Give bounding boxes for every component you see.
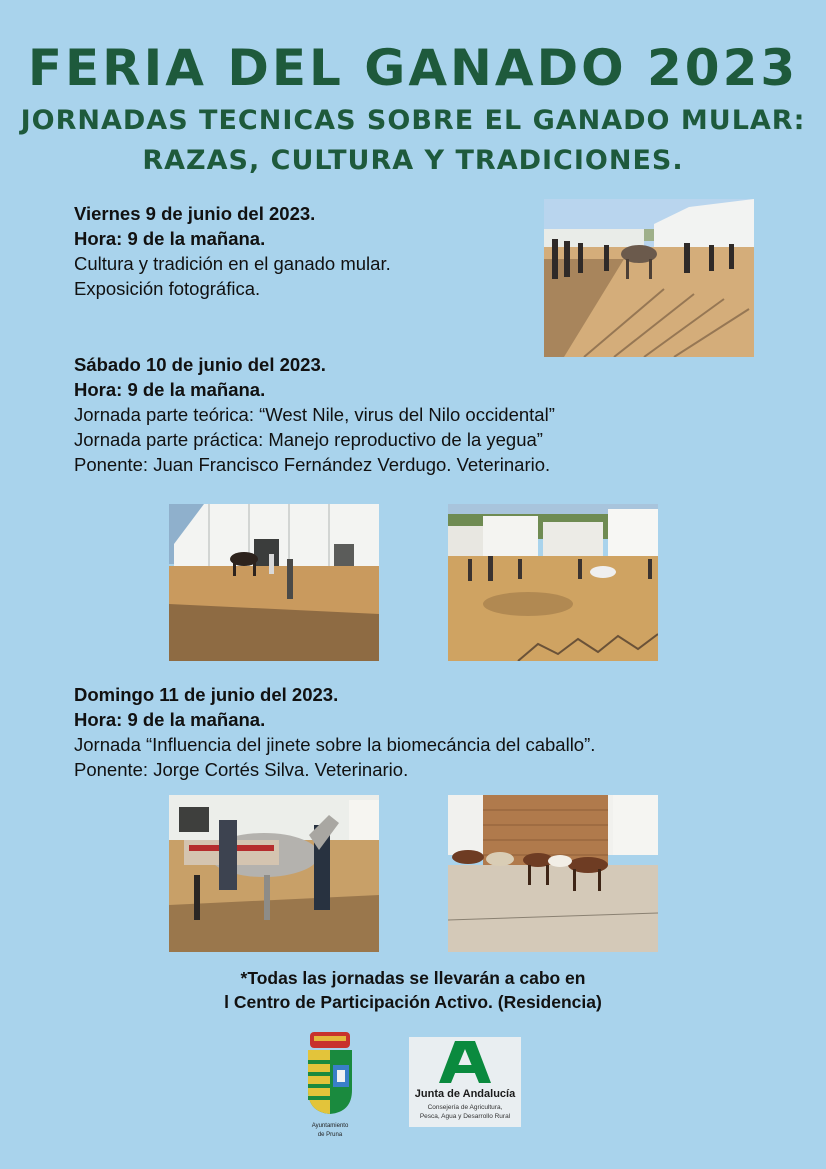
pruna-caption-2: de Pruna bbox=[317, 1132, 343, 1138]
sunday-section bbox=[74, 682, 595, 782]
friday-section bbox=[74, 201, 391, 301]
friday-line-2: Exposición fotográfica. bbox=[74, 278, 261, 299]
poster-title: FERIA DEL GANADO 2023 bbox=[27, 39, 799, 97]
pruna-caption-1: Ayuntamiento bbox=[311, 1123, 349, 1129]
photo-horses-feeding bbox=[448, 795, 658, 952]
pruna-coat-of-arms-icon bbox=[300, 1030, 360, 1116]
photo-tent-mules bbox=[169, 504, 379, 661]
photo-horse-handlers bbox=[169, 795, 379, 952]
friday-line-1: Cultura y tradición en el ganado mular. bbox=[74, 253, 391, 274]
friday-date: Viernes 9 de junio del 2023. bbox=[74, 203, 316, 224]
sunday-time: Hora: 9 de la mañana. bbox=[74, 709, 266, 730]
photo-fairground-crowd bbox=[544, 199, 754, 357]
subtitle-line-1: JORNADAS TECNICAS SOBRE EL GANADO MULAR: bbox=[20, 105, 806, 136]
sunday-line-1: Jornada “Influencia del jinete sobre la biomecáncia del caballo”. bbox=[74, 734, 596, 755]
pruna-logo bbox=[300, 1030, 360, 1139]
venue-note-line-2: l Centro de Participación Activo. (Residencia) bbox=[224, 992, 602, 1012]
saturday-line-3: Ponente: Juan Francisco Fernández Verdugo. Veterinario. bbox=[74, 454, 551, 475]
junta-name: Junta de Andalucía bbox=[414, 1088, 516, 1100]
saturday-date: Sábado 10 de junio del 2023. bbox=[74, 354, 326, 375]
junta-andalucia-a-icon bbox=[409, 1037, 521, 1087]
saturday-line-1: Jornada parte teórica: “West Nile, virus del Nilo occidental” bbox=[74, 404, 555, 425]
saturday-line-2: Jornada parte práctica: Manejo reproductivo de la yegua” bbox=[74, 429, 543, 450]
photo-arena-town bbox=[448, 504, 658, 661]
junta-dept-1: Consejería de Agricultura, bbox=[427, 1104, 503, 1111]
saturday-time: Hora: 9 de la mañana. bbox=[74, 379, 266, 400]
saturday-section bbox=[74, 352, 555, 477]
sunday-line-2: Ponente: Jorge Cortés Silva. Veterinario. bbox=[74, 759, 409, 780]
friday-time: Hora: 9 de la mañana. bbox=[74, 228, 266, 249]
junta-andalucia-logo bbox=[409, 1037, 521, 1127]
junta-dept-2: Pesca, Agua y Desarrollo Rural bbox=[419, 1113, 511, 1120]
subtitle-line-2: RAZAS, CULTURA Y TRADICIONES. bbox=[142, 145, 684, 176]
sunday-date: Domingo 11 de junio del 2023. bbox=[74, 684, 339, 705]
venue-note-line-1: *Todas las jornadas se llevarán a cabo en bbox=[240, 968, 586, 988]
